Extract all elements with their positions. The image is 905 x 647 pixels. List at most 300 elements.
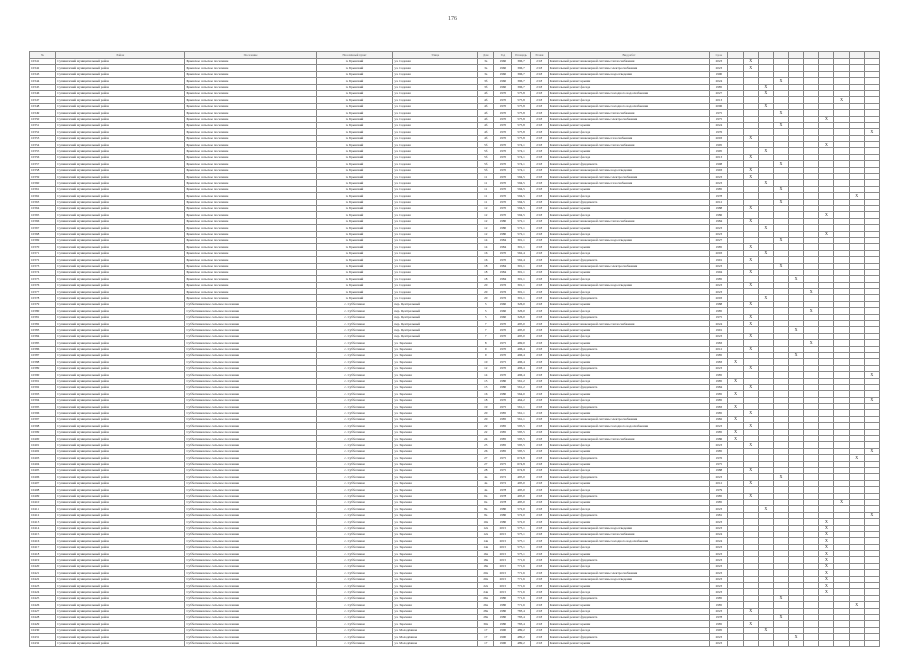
table-cell: ул. Заречная xyxy=(393,487,478,493)
table-cell: 495,0 xyxy=(512,474,530,480)
table-cell: Сухиничский муниципальный район xyxy=(56,237,185,243)
table-cell: Брынское сельское поселение xyxy=(185,269,316,275)
table-cell: Брынское сельское поселение xyxy=(185,71,316,77)
table-cell: Капитальный ремонт фундамента xyxy=(548,493,710,499)
table-cell: 561,2 xyxy=(512,384,530,390)
table-cell: ул. Заречная xyxy=(393,423,478,429)
table-cell: Капитальный ремонт фасада xyxy=(548,84,710,90)
column-header xyxy=(819,52,834,59)
table-cell: 2/18 xyxy=(530,110,548,116)
table-cell: 3б xyxy=(478,84,494,90)
table-cell: 2/18 xyxy=(530,218,548,224)
table-cell: 2/18 xyxy=(530,276,548,282)
column-header xyxy=(773,52,788,59)
table-cell: 2023 xyxy=(710,365,728,371)
table-cell: 2/18 xyxy=(530,493,548,499)
table-cell: 1985 xyxy=(494,442,512,448)
table-cell: 10393 xyxy=(30,391,56,397)
table-cell: с. Субботники xyxy=(316,480,393,486)
table-cell: 1976 xyxy=(494,282,512,288)
table-cell: Капитальный ремонт фасада xyxy=(548,563,710,569)
table-cell: 301,1 xyxy=(512,289,530,295)
table-cell: 1980 xyxy=(494,225,512,231)
table-cell: 1981 xyxy=(710,512,728,518)
table-cell: 10349 xyxy=(30,110,56,116)
table-cell: 1970 xyxy=(494,122,512,128)
table-cell: 1984 xyxy=(710,218,728,224)
table-cell: Капитальный ремонт крыши xyxy=(548,499,710,505)
table-cell: с. Субботники xyxy=(316,346,393,352)
table-cell: 594,5 xyxy=(512,205,530,211)
table-cell: 10401 xyxy=(30,442,56,448)
table-cell: 10405 xyxy=(30,468,56,474)
table-cell: 1970 xyxy=(494,97,512,103)
table-cell: 2/18 xyxy=(530,627,548,633)
table-cell: с. Субботники xyxy=(316,365,393,371)
column-header xyxy=(864,52,879,59)
table-cell: 10422 xyxy=(30,576,56,582)
table-cell: 674,8 xyxy=(512,461,530,467)
table-cell: Капитальный ремонт фасада xyxy=(548,250,710,256)
table-cell: п. Брынский xyxy=(316,295,393,301)
table-cell: 15 xyxy=(478,384,494,390)
table-cell: с. Субботники xyxy=(316,627,393,633)
table-cell: 1960 xyxy=(494,84,512,90)
table-cell: 3а xyxy=(478,65,494,71)
table-cell: 1980 xyxy=(494,595,512,601)
table-cell: Брынское сельское поселение xyxy=(185,244,316,250)
table-cell: 2023 xyxy=(710,231,728,237)
table-cell: 1983 xyxy=(710,359,728,365)
table-cell: Капитальный ремонт инженерной системы холодного водоснабжения xyxy=(548,538,710,544)
table-cell: 5б xyxy=(478,148,494,154)
table-cell: 2/18 xyxy=(530,474,548,480)
table-cell: 2/18 xyxy=(530,295,548,301)
table-cell: Капитальный ремонт инженерной системы электроснабжения xyxy=(548,263,710,269)
table-cell: 10400 xyxy=(30,436,56,442)
table-cell: 2/18 xyxy=(530,468,548,474)
table-cell: 561,1 xyxy=(512,416,530,422)
table-cell: 2/18 xyxy=(530,404,548,410)
table-cell: 10412 xyxy=(30,512,56,518)
status-mark-cell: X xyxy=(819,525,834,531)
table-cell: 575,8 xyxy=(512,103,530,109)
table-cell: Брынское сельское поселение xyxy=(185,237,316,243)
table-cell: 1990 xyxy=(494,640,512,646)
table-cell: ул. Заречная xyxy=(393,512,478,518)
table-cell: ул. Заречная xyxy=(393,448,478,454)
table-cell: 1995 xyxy=(710,142,728,148)
status-mark-cell: X xyxy=(804,340,819,346)
table-cell: Сухиничский муниципальный район xyxy=(56,129,185,135)
table-cell: 2023 xyxy=(710,282,728,288)
table-cell: 10345 xyxy=(30,84,56,90)
table-cell: 1985 xyxy=(710,186,728,192)
table-cell: Субботниковское сельское поселение xyxy=(185,640,316,646)
table-cell: 27 xyxy=(478,461,494,467)
table-cell: Субботниковское сельское поселение xyxy=(185,608,316,614)
column-header: Район xyxy=(56,52,185,59)
status-mark-cell: X xyxy=(819,116,834,122)
status-mark-cell: X xyxy=(743,423,758,429)
table-cell: 2012 xyxy=(710,480,728,486)
table-cell: Сухиничский муниципальный район xyxy=(56,551,185,557)
table-cell: Сухиничский муниципальный район xyxy=(56,167,185,173)
table-cell: 20 xyxy=(478,295,494,301)
table-cell: с. Субботники xyxy=(316,410,393,416)
table-cell: 12а xyxy=(478,525,494,531)
table-cell: Капитальный ремонт крыши xyxy=(548,448,710,454)
table-cell: 2/18 xyxy=(530,180,548,186)
table-cell: 2/18 xyxy=(530,614,548,620)
table-cell: 2024 xyxy=(710,531,728,537)
table-cell: 464,2 xyxy=(512,397,530,403)
table-cell: 1970 xyxy=(494,352,512,358)
table-cell: ул. Садовая xyxy=(393,84,478,90)
table-cell: с. Субботники xyxy=(316,314,393,320)
table-cell: 10418 xyxy=(30,551,56,557)
column-header: Площадь xyxy=(512,52,530,59)
table-cell: 575,8 xyxy=(512,110,530,116)
table-cell: Капитальный ремонт фасада xyxy=(548,397,710,403)
table-cell: ул. Заречная xyxy=(393,442,478,448)
table-cell: 1978 xyxy=(710,193,728,199)
table-cell: Субботниковское сельское поселение xyxy=(185,583,316,589)
table-cell: п. Брынский xyxy=(316,103,393,109)
status-mark-cell: X xyxy=(773,614,788,620)
table-cell: 2003 xyxy=(710,135,728,141)
table-cell: Субботниковское сельское поселение xyxy=(185,544,316,550)
table-cell: 1988 xyxy=(710,468,728,474)
table-cell: 10371 xyxy=(30,250,56,256)
status-mark-cell: X xyxy=(758,84,773,90)
table-cell: ул. Заречная xyxy=(393,391,478,397)
table-cell: 1982 xyxy=(710,416,728,422)
status-mark-cell: X xyxy=(819,544,834,550)
table-cell: 301,1 xyxy=(512,269,530,275)
column-header xyxy=(834,52,849,59)
table-cell: ул. Садовая xyxy=(393,263,478,269)
table-cell: Брынское сельское поселение xyxy=(185,180,316,186)
table-cell: 1985 xyxy=(710,352,728,358)
table-cell: ул. Заречная xyxy=(393,544,478,550)
table-cell: 14 xyxy=(478,372,494,378)
table-cell: Сухиничский муниципальный район xyxy=(56,448,185,454)
table-cell: с. Субботники xyxy=(316,538,393,544)
table-cell: 2023 xyxy=(710,589,728,595)
table-cell: 10419 xyxy=(30,557,56,563)
table-cell: 2/18 xyxy=(530,142,548,148)
table-cell: 1960 xyxy=(494,71,512,77)
table-cell: 2023 xyxy=(710,59,728,65)
table-cell: 2/18 xyxy=(530,308,548,314)
table-cell: 2/18 xyxy=(530,551,548,557)
table-cell: 2024 xyxy=(710,78,728,84)
table-cell: 4б xyxy=(478,129,494,135)
table-cell: 2/18 xyxy=(530,442,548,448)
table-cell: 10388 xyxy=(30,359,56,365)
table-cell: 1985 xyxy=(494,423,512,429)
status-mark-cell: X xyxy=(819,531,834,537)
table-cell: 2/18 xyxy=(530,289,548,295)
table-cell: Капитальный ремонт крыши xyxy=(548,372,710,378)
column-header: № xyxy=(30,52,56,59)
table-cell: Сухиничский муниципальный район xyxy=(56,289,185,295)
status-mark-cell: X xyxy=(743,321,758,327)
table-cell: 19 xyxy=(478,404,494,410)
table-cell: 1970 xyxy=(494,321,512,327)
status-mark-cell: X xyxy=(743,314,758,320)
table-cell: Капитальный ремонт крыши xyxy=(548,301,710,307)
table-cell: ул. Заречная xyxy=(393,429,478,435)
status-mark-cell: X xyxy=(804,289,819,295)
table-cell: 1984 xyxy=(494,269,512,275)
table-cell: 1970 xyxy=(494,129,512,135)
table-cell: 2/18 xyxy=(530,352,548,358)
table-cell: Капитальный ремонт инженерной системы водоотведения xyxy=(548,282,710,288)
table-cell: Сухиничский муниципальный район xyxy=(56,103,185,109)
table-cell: 10421 xyxy=(30,570,56,576)
table-cell: ул. Садовая xyxy=(393,257,478,263)
table-cell: Сухиничский муниципальный район xyxy=(56,378,185,384)
table-cell: 20а xyxy=(478,570,494,576)
table-cell: ул. Садовая xyxy=(393,231,478,237)
table-cell: 10384 xyxy=(30,333,56,339)
table-cell: 1970 xyxy=(494,257,512,263)
table-cell: 12 xyxy=(478,365,494,371)
table-cell: 10382 xyxy=(30,321,56,327)
table-cell: 2/18 xyxy=(530,429,548,435)
table-cell: 1970 xyxy=(494,180,512,186)
table-cell: 2/18 xyxy=(530,154,548,160)
table-cell: 2/18 xyxy=(530,531,548,537)
table-cell: 574,1 xyxy=(512,148,530,154)
table-cell: Брынское сельское поселение xyxy=(185,174,316,180)
table-cell: 326,0 xyxy=(512,314,530,320)
table-cell: ул. Садовая xyxy=(393,90,478,96)
table-cell: 1990 xyxy=(494,627,512,633)
table-cell: 574,1 xyxy=(512,154,530,160)
table-cell: 16 xyxy=(478,257,494,263)
table-cell: Сухиничский муниципальный район xyxy=(56,276,185,282)
table-cell: 2/18 xyxy=(530,193,548,199)
table-cell: 1960 xyxy=(494,59,512,65)
table-cell: Субботниковское сельское поселение xyxy=(185,576,316,582)
table-cell: Сухиничский муниципальный район xyxy=(56,640,185,646)
table-cell: Сухиничский муниципальный район xyxy=(56,621,185,627)
status-mark-cell: X xyxy=(819,589,834,595)
table-cell: Сухиничский муниципальный район xyxy=(56,384,185,390)
register-table xyxy=(29,51,880,647)
status-mark-cell xyxy=(849,640,864,646)
table-cell: 489,2 xyxy=(512,627,530,633)
table-cell: 10364 xyxy=(30,205,56,211)
table-cell: 26 xyxy=(478,448,494,454)
table-cell: Капитальный ремонт инженерной системы теплоснабжения xyxy=(548,110,710,116)
status-mark-cell: X xyxy=(849,602,864,608)
table-cell: 10394 xyxy=(30,397,56,403)
status-mark-cell: X xyxy=(743,480,758,486)
table-cell: 1976 xyxy=(494,295,512,301)
table-cell: 1985 xyxy=(494,436,512,442)
table-cell: 595,5 xyxy=(512,448,530,454)
table-cell: Субботниковское сельское поселение xyxy=(185,627,316,633)
table-cell: 10432 xyxy=(30,640,56,646)
table-cell: 2/18 xyxy=(530,122,548,128)
status-mark-cell: X xyxy=(819,570,834,576)
table-cell: 1970 xyxy=(494,167,512,173)
table-cell: 10425 xyxy=(30,595,56,601)
table-cell: Брынское сельское поселение xyxy=(185,199,316,205)
status-mark-cell: X xyxy=(789,634,804,640)
table-cell: 396,7 xyxy=(512,71,530,77)
table-cell: 20 xyxy=(478,410,494,416)
table-cell: 574,1 xyxy=(512,161,530,167)
table-cell: 2023 xyxy=(710,583,728,589)
table-cell: Капитальный ремонт фасада xyxy=(548,352,710,358)
table-cell: ул. Заречная xyxy=(393,576,478,582)
table-cell: Капитальный ремонт фундамента xyxy=(548,199,710,205)
table-cell: Капитальный ремонт крыши xyxy=(548,480,710,486)
table-cell: 1970 xyxy=(494,174,512,180)
table-cell: 2/18 xyxy=(530,487,548,493)
table-cell: Субботниковское сельское поселение xyxy=(185,538,316,544)
table-cell: Сухиничский муниципальный район xyxy=(56,78,185,84)
table-cell: с. Субботники xyxy=(316,595,393,601)
table-cell: 18 xyxy=(478,269,494,275)
page-number: 176 xyxy=(448,16,457,22)
table-cell: Субботниковское сельское поселение xyxy=(185,423,316,429)
table-cell: 1995 xyxy=(710,148,728,154)
table-cell: Субботниковское сельское поселение xyxy=(185,525,316,531)
table-cell: Субботниковское сельское поселение xyxy=(185,314,316,320)
table-cell: Субботниковское сельское поселение xyxy=(185,602,316,608)
table-cell: Сухиничский муниципальный район xyxy=(56,614,185,620)
table-cell: 2/18 xyxy=(530,576,548,582)
status-mark-cell xyxy=(819,640,834,646)
table-cell: 2/18 xyxy=(530,512,548,518)
table-cell: 2015 xyxy=(494,589,512,595)
table-cell: Капитальный ремонт фасада xyxy=(548,212,710,218)
table-cell: Субботниковское сельское поселение xyxy=(185,480,316,486)
table-cell: 1970 xyxy=(494,327,512,333)
table-cell: 1976 xyxy=(710,129,728,135)
table-cell: 10380 xyxy=(30,308,56,314)
table-cell: 10415 xyxy=(30,531,56,537)
column-header: Этажи xyxy=(530,52,548,59)
status-mark-cell: X xyxy=(758,225,773,231)
table-cell: Сухиничский муниципальный район xyxy=(56,225,185,231)
table-cell: 10357 xyxy=(30,161,56,167)
table-cell: с. Субботники xyxy=(316,634,393,640)
status-mark-cell: X xyxy=(743,59,758,65)
table-cell: 2023 xyxy=(710,423,728,429)
table-cell: 1985 xyxy=(710,448,728,454)
table-cell: пер. Центральный xyxy=(393,321,478,327)
table-cell: Капитальный ремонт фасада xyxy=(548,97,710,103)
table-cell: 2/18 xyxy=(530,423,548,429)
table-cell: ул. Заречная xyxy=(393,410,478,416)
table-cell: Сухиничский муниципальный район xyxy=(56,455,185,461)
table-cell: пер. Центральный xyxy=(393,333,478,339)
table-cell: Брынское сельское поселение xyxy=(185,167,316,173)
table-cell: 326,0 xyxy=(512,301,530,307)
table-cell: 2/18 xyxy=(530,135,548,141)
table-cell: 10372 xyxy=(30,257,56,263)
table-cell: Капитальный ремонт инженерной системы теплоснабжения xyxy=(548,218,710,224)
table-cell: 10355 xyxy=(30,148,56,154)
table-cell: Субботниковское сельское поселение xyxy=(185,455,316,461)
table-cell: ул. Садовая xyxy=(393,142,478,148)
table-cell: 10395 xyxy=(30,404,56,410)
table-cell: Брынское сельское поселение xyxy=(185,257,316,263)
table-cell: 1984 xyxy=(710,384,728,390)
table-cell: Капитальный ремонт крыши xyxy=(548,327,710,333)
table-cell: Сухиничский муниципальный район xyxy=(56,480,185,486)
table-cell: 301,1 xyxy=(512,237,530,243)
table-cell: 1985 xyxy=(710,244,728,250)
table-cell: с. Субботники xyxy=(316,321,393,327)
table-cell: п. Брынский xyxy=(316,269,393,275)
status-mark-cell: X xyxy=(728,378,743,384)
table-cell: 2015 xyxy=(494,557,512,563)
table-cell: 4а xyxy=(478,487,494,493)
table-cell: 1970 xyxy=(494,103,512,109)
table-cell: 1970 xyxy=(494,193,512,199)
table-cell: Капитальный ремонт фундамента xyxy=(548,614,710,620)
table-cell: 1986 xyxy=(710,436,728,442)
table-cell: 1980 xyxy=(494,512,512,518)
table-cell: 562,4 xyxy=(512,257,530,263)
table-cell: Сухиничский муниципальный район xyxy=(56,634,185,640)
table-cell: Капитальный ремонт инженерной системы теплоснабжения xyxy=(548,321,710,327)
table-cell: Капитальный ремонт фасада xyxy=(548,544,710,550)
table-cell: ул. Заречная xyxy=(393,563,478,569)
table-cell: Капитальный ремонт инженерной системы электроснабжения xyxy=(548,174,710,180)
table-cell: Сухиничский муниципальный район xyxy=(56,487,185,493)
table-cell: 5 xyxy=(478,301,494,307)
table-cell: 2027 xyxy=(710,237,728,243)
table-cell: 10392 xyxy=(30,384,56,390)
table-cell: Сухиничский муниципальный район xyxy=(56,97,185,103)
table-cell: 2/18 xyxy=(530,282,548,288)
column-header: Год xyxy=(494,52,512,59)
table-cell: 1975 xyxy=(494,461,512,467)
table-cell: 575,1 xyxy=(512,551,530,557)
table-cell: 5б xyxy=(478,142,494,148)
table-cell: 2/18 xyxy=(530,301,548,307)
table-cell: 2/18 xyxy=(530,410,548,416)
table-cell: 2/18 xyxy=(530,346,548,352)
table-cell: 572,0 xyxy=(512,506,530,512)
table-cell: Субботниковское сельское поселение xyxy=(185,308,316,314)
table-cell: Брынское сельское поселение xyxy=(185,142,316,148)
table-cell: Капитальный ремонт крыши xyxy=(548,244,710,250)
table-cell: 469,0 xyxy=(512,340,530,346)
table-cell: Субботниковское сельское поселение xyxy=(185,557,316,563)
table-cell: 1980 xyxy=(494,621,512,627)
table-cell: 18а xyxy=(478,563,494,569)
table-cell: 1975 xyxy=(710,110,728,116)
table-cell: 20а xyxy=(478,576,494,582)
table-cell: Субботниковское сельское поселение xyxy=(185,333,316,339)
table-cell: 2/18 xyxy=(530,634,548,640)
table-cell: 2/18 xyxy=(530,59,548,65)
table-cell: 1985 xyxy=(710,429,728,435)
table-cell: Субботниковское сельское поселение xyxy=(185,468,316,474)
table-cell: Капитальный ремонт крыши xyxy=(548,429,710,435)
table-cell: ул. Садовая xyxy=(393,225,478,231)
